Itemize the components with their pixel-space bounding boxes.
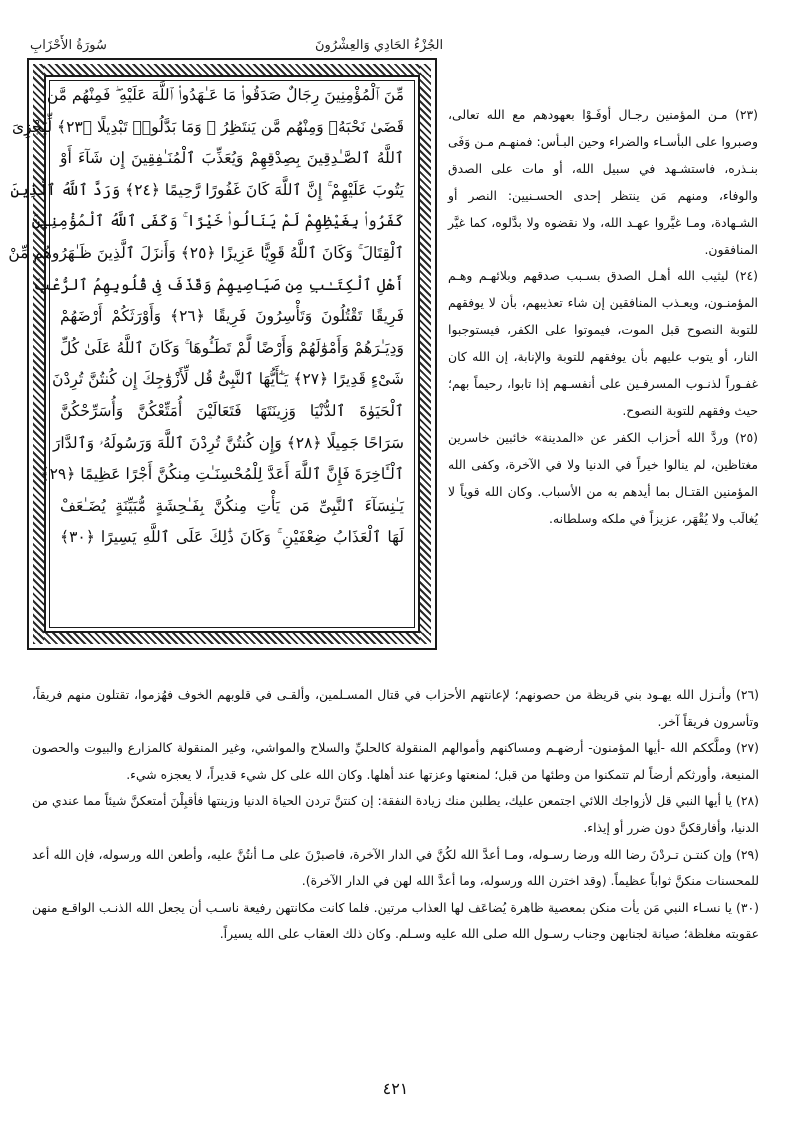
tafsir-paragraph: (٢٧) وملَّككم الله -أيها المؤمنون- أرضهـم ومساكنهم وأموالهم المنقولة كالحليِّ والسلاح والمواشي، وغير المنقولة كالمزارع والبيوت والحصون المنيعة، وأورثكم أرضاً لم تتمكنوا من وطئها من قبل؛ لمنعتها وعزتها عند أهلها. وكان الله على كل شيء قديراً، لا يعجزه شيء. [32,740,759,782]
quran-line: يَـٰنِسَآءَ ٱلنَّبِىِّ مَن يَأْتِ مِنكُنَّ بِفَـٰحِشَةٍ مُّبَيِّنَةٍ يُضَـٰعَفْ [60,496,404,515]
tafsir-paragraph: (٢٦) وأنـزل الله يهـود بني قريظة من حصونهم؛ لإعانتهم الأحزاب في قتال المسـلمين، وألقـى في قلوبهم الخوف فهُزموا، تقتلون منهم فريقاً، وتأسرون فريقاً آخر. [32,687,759,729]
tafsir-side-column [448,102,758,533]
quran-line: ٱلْقِتَالَ ۚ وَكَانَ ٱللَّهُ قَوِيًّا عَزِيزًا ﴿٢٥﴾ وَأَنزَلَ ٱلَّذِينَ ظَـٰهَرُوهُم مِّنْ [8,243,404,262]
quran-line: وَدِيَـٰرَهُمْ وَأَمْوَٰلَهُمْ وَأَرْضًا لَّمْ تَطَـُٔوهَا ۚ وَكَانَ ٱللَّهُ عَلَىٰ كُلِّ [60,338,404,357]
quran-text [8,80,404,620]
tafsir-paragraph: (٣٠) يا نسـاء النبي مَن يأت منكن بمعصية ظاهرة يُضاعَف لها العذاب مرتين. فلما كانت مكانتهن رفيعة ناسـب أن يجعل الله الذنـب الواقـع منهن عقوبته مغلظة؛ صيانة لجنابهن وجناب رسـول الله صلى الله عليه وسـلم. وكان ذلك العقاب على الله يسيراً. [32,899,759,942]
quran-line: لَهَا ٱلْعَذَابُ ضِعْفَيْنِ ۚ وَكَانَ ذَٰلِكَ عَلَى ٱللَّهِ يَسِيرًا ﴿٣٠﴾ [60,528,404,547]
tafsir-paragraph: (٢٤) ليثيب الله أهـل الصدق بسـبب صدقهم وبلائهـم وهـم المؤمنـون، ويعـذب المنافقين إن شاء تعذيبهم، بأن لا يوفقهم للتوبة النصوح قبل الموت، فيموتوا على الكفر، فيستوجبوا النار، أو يتوب عليهم بأن يوفقهم للتوبة والإنابة، إن الله كان غفـوراً لذنـوب المسرفـين على أنفسـهم إذا تابوا، رحيماً بهم؛ حيث وفقهم للتوبة النصوح. [448,268,758,418]
quran-line: سَرَاحًا جَمِيلًا ﴿٢٨﴾ وَإِن كُنتُنَّ تُرِدْنَ ٱللَّهَ وَرَسُولَهُۥ وَٱلدَّارَ [52,433,404,452]
quran-line: فَرِيقًا تَقْتُلُونَ وَتَأْسِرُونَ فَرِيقًا ﴿٢٦﴾ وَأَوْرَثَكُمْ أَرْضَهُمْ [60,307,404,326]
tafsir-paragraph: (٢٩) وإن كنتـن تـردْنَ رضا الله ورضا رسـوله، ومـا أعدَّ الله لكُنَّ في الدار الآخرة، فاصبرْنَ على مـا أنتُنَّ عليه، وأطعن الله ورسوله، فإن الله أعد للمحسنات منكنَّ ثواباً عظيماً. (وقد اخترن الله ورسوله، وما أعدَّ الله لهن في الدار الآخرة). [32,846,759,889]
surah-name-header: سُورَةُ الأَحْزَابِ [30,38,107,53]
quran-line: ٱلْـَٔاخِرَةَ فَإِنَّ ٱللَّهَ أَعَدَّ لِلْمُحْسِنَـٰتِ مِنكُنَّ أَجْرًا عَظِيمًا ﴿٢٩﴾ [40,465,404,484]
quran-line: ٱلْحَيَوٰةَ ٱلدُّنْيَا وَزِينَتَهَا فَتَعَالَيْنَ أُمَتِّعْكُنَّ وَأُسَرِّحْكُنَّ [60,401,404,420]
quran-line: قَضَىٰ نَحْبَهُۥ وَمِنْهُم مَّن يَنتَظِرُ ۖ وَمَا بَدَّلُوا۟ تَبْدِيلًا ﴿٢٣﴾ لِّيَجْزِىَ [11,117,404,136]
quran-line: أَهْلِ ٱلْكِتَـٰبِ مِن صَيَاصِيهِمْ وَقَذَفَ فِى قُلُوبِهِمُ ٱلرُّعْبَ [33,275,404,294]
tafsir-full-width [32,682,759,948]
quran-line: يَتُوبَ عَلَيْهِمْ ۚ إِنَّ ٱللَّهَ كَانَ غَفُورًا رَّحِيمًا ﴿٢٤﴾ وَرَدَّ ٱللَّهُ ٱلَّذِينَ [10,180,404,199]
tafsir-paragraph: (٢٣) مـن المؤمنين رجـال أوفَـوْا بعهودهم مع الله تعالى، وصبروا على البأسـاء والضراء وحين البـأس: فمنهـم مـن وَفَى بنـذره، فاستشـهد في سبيل الله، أو مات على الصدق والوفاء، ومنهم مَن ينتظر إحدى الحسـنيين: النصر أو الشـهادة، ومـا غيَّروا عهـد الله، ولا نقضوه ولا بدَّلوه، كما غيَّر المنافقون. [448,107,758,257]
quran-line: مِّنَ ٱلْمُؤْمِنِينَ رِجَالٌ صَدَقُوا۟ مَا عَـٰهَدُوا۟ ٱللَّهَ عَلَيْهِ ۖ فَمِنْهُم مَّن [46,86,404,104]
page-number: ٤٢١ [382,1079,409,1098]
quran-line: ٱللَّهُ ٱلصَّـٰدِقِينَ بِصِدْقِهِمْ وَيُعَذِّبَ ٱلْمُنَـٰفِقِينَ إِن شَآءَ أَوْ [60,149,404,168]
quran-line: شَىْءٍ قَدِيرًا ﴿٢٧﴾ يَـٰٓأَيُّهَا ٱلنَّبِىُّ قُل لِّأَزْوَٰجِكَ إِن كُنتُنَّ تُرِدْنَ [52,370,404,389]
tafsir-paragraph: (٢٨) يا أيها النبي قل لأزواجك اللائي اجتمعن عليك، يطلبن منك زيادة النفقة: إن كنتنَّ تردن الحياة الدنيا وزينتها فأقبِلْنَ أمتعكنَّ شيئاً مما عندي من الدنيا، وأفارقكنَّ دون ضرر أو إيذاء. [32,793,759,835]
tafsir-paragraph: (٢٥) وردَّ الله أحزاب الكفر عن «المدينة» خائبين خاسرين مغتاظين، لم ينالوا خيراً في الدنيا ولا في الآخرة، وكفى الله المؤمنين القتـال بما أيدهم به من الأسباب. وكان الله قوياً لا يُغالَب ولا يُقْهَر، عزيزاً في ملكه وسلطانه. [448,429,758,526]
juz-name-header: الجُزْءُ الحَادِي وَالعِشْرُونَ [315,38,444,53]
quran-line: كَفَرُوا۟ بِغَيْظِهِمْ لَمْ يَنَالُوا۟ خَيْرًا ۚ وَكَفَى ٱللَّهُ ٱلْمُؤْمِنِينَ [31,212,404,231]
